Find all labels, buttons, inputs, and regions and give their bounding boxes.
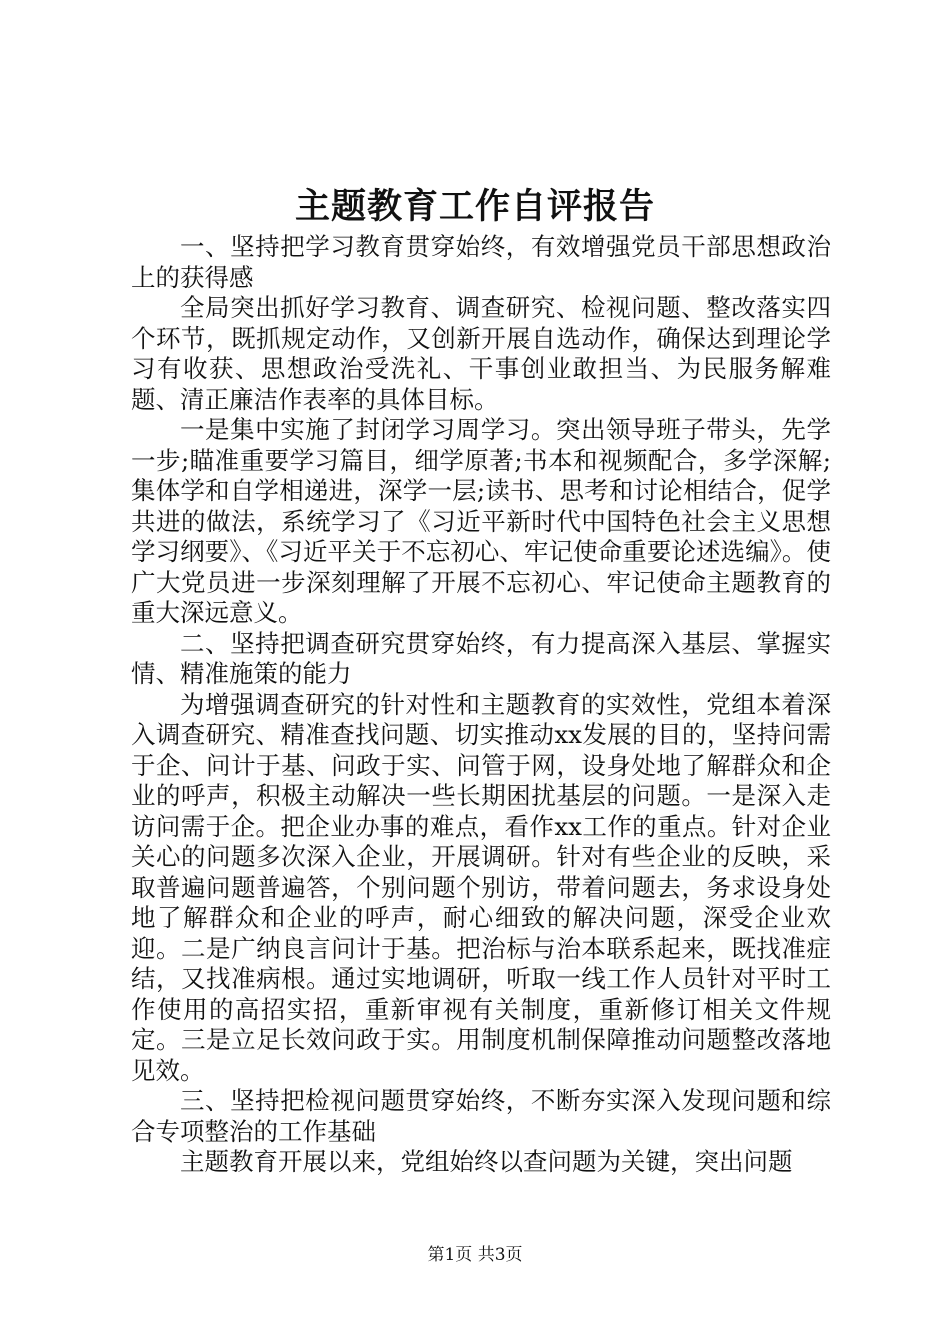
document-title: 主题教育工作自评报告 [294, 186, 655, 227]
paragraph-4: 主题教育开展以来，党组始终以查问题为关键，突出问题 [180, 1147, 793, 1176]
document-body [131, 232, 831, 1178]
paragraph-3: 为增强调查研究的针对性和主题教育的实效性，党组本着深入调查研究、精准查找问题、切实推动xx发展的目的，坚持问需于企、问计于基、问政于实、问管于网，设身处地了解群众和企业的呼声，积极主动解决一些长期困扰基层的问题。一是深入走访问需于企。把企业办事的难点，看作xx工作的重点。针对企业关心的问题多次深入企业，开展调研。针对有些企业的反映，采取普遍问题普遍答，个别问题个别访，带着问题去，务求设身处地了解群众和企业的呼声，耐心细致的解决问题，深受企业欢迎。二是广纳良言问计于基。把治标与治本联系起来，既找准症结，又找准病根。通过实地调研，听取一线工作人员针对平时工作使用的高招实招，重新审视有关制度，重新修订相关文件规定。三是立足长效问政于实。用制度机制保障推动问题整改落地见效。 [131, 689, 831, 1085]
paragraph-1: 全局突出抓好学习教育、调查研究、检视问题、整改落实四个环节，既抓规定动作，又创新开展自选动作，确保达到理论学习有收获、思想政治受洗礼、干事创业敢担当、为民服务解难题、清正廉洁作表率的具体目标。 [131, 293, 831, 414]
paragraph-2: 一是集中实施了封闭学习周学习。突出领导班子带头，先学一步;瞄准重要学习篇目，细学原著;书本和视频配合，多学深解;集体学和自学相递进，深学一层;读书、思考和讨论相结合，促学共进的做法，系统学习了《习近平新时代中国特色社会主义思想学习纲要》、《习近平关于不忘初心、牢记使命重要论述选编》。使广大党员进一步深刻理解了开展不忘初心、牢记使命主题教育的重大深远意义。 [131, 415, 831, 627]
section-heading-3: 三、坚持把检视问题贯穿始终，不断夯实深入发现问题和综合专项整治的工作基础 [131, 1086, 831, 1146]
page-footer: 第1页 共3页 [427, 1245, 523, 1265]
section-heading-1: 一、坚持把学习教育贯穿始终，有效增强党员干部思想政治上的获得感 [131, 232, 831, 292]
section-heading-2: 二、坚持把调查研究贯穿始终，有力提高深入基层、掌握实情、精准施策的能力 [131, 628, 831, 688]
